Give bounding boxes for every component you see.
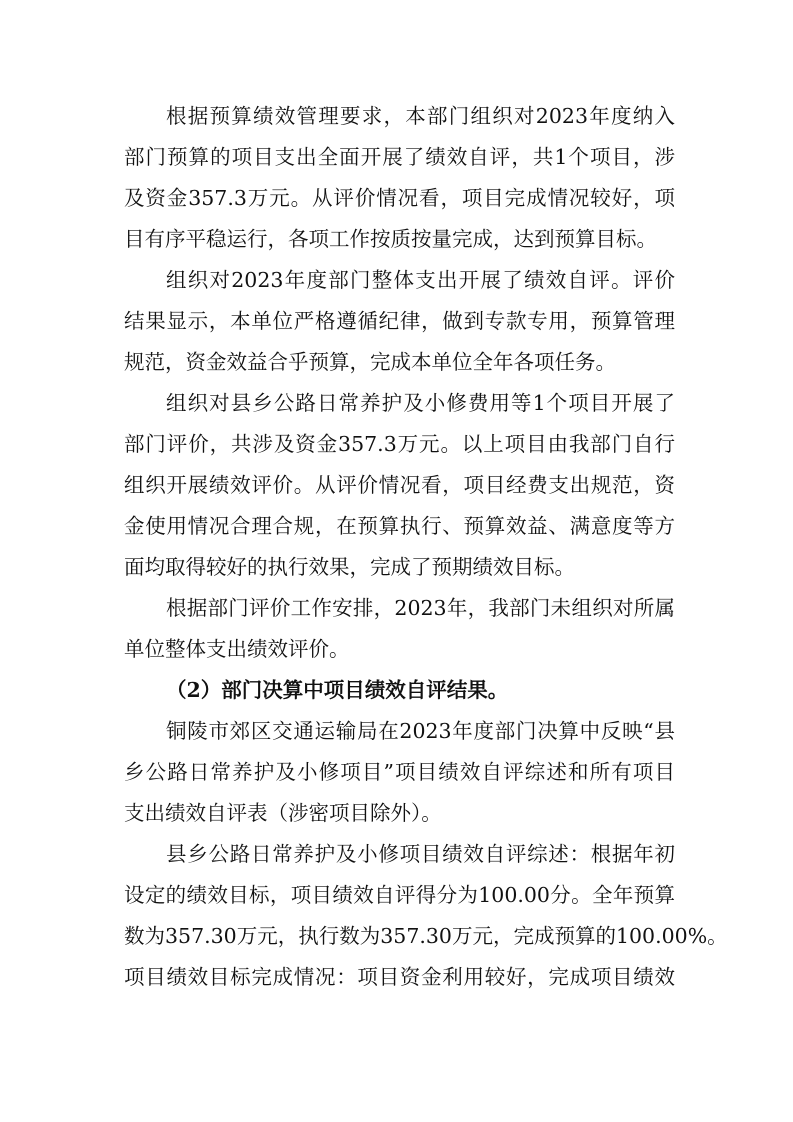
paragraph-3-line-3: 组织开展绩效评价。从评价情况看，项目经费支出规范，资 [124,473,675,497]
section-heading: （2）部门决算中项目绩效自评结果。 [166,678,509,702]
paragraph-6-line-3: 数为357.30万元，执行数为357.30万元，完成预算的100.00%。 [124,924,728,948]
paragraph-1-line-3: 及资金357.3万元。从评价情况看，项目完成情况较好，项 [124,186,675,210]
paragraph-3-line-4: 金使用情况合理合规，在预算执行、预算效益、满意度等方 [124,514,675,538]
paragraph-5-line-2: 乡公路日常养护及小修项目”项目绩效自评综述和所有项目 [124,760,675,784]
paragraph-4-line-1: 根据部门评价工作安排，2023年，我部门未组织对所属 [166,596,675,620]
paragraph-1-line-4: 目有序平稳运行，各项工作按质按量完成，达到预算目标。 [124,227,657,251]
paragraph-3-line-2: 部门评价，共涉及资金357.3万元。以上项目由我部门自行 [124,432,675,456]
paragraph-3-line-1: 组织对县乡公路日常养护及小修费用等1个项目开展了 [166,391,675,415]
paragraph-2-line-3: 规范，资金效益合乎预算，完成本单位全年各项任务。 [124,350,616,374]
paragraph-6-line-1: 县乡公路日常养护及小修项目绩效自评综述：根据年初 [166,842,675,866]
paragraph-6-line-2: 设定的绩效目标，项目绩效自评得分为100.00分。全年预算 [124,883,675,907]
paragraph-5-line-3: 支出绩效自评表（涉密项目除外）。 [124,801,442,825]
paragraph-1-line-1: 根据预算绩效管理要求，本部门组织对2023年度纳入 [166,104,675,128]
paragraph-5-line-1: 铜陵市郊区交通运输局在2023年度部门决算中反映“县 [166,719,675,743]
paragraph-4-line-2: 单位整体支出绩效评价。 [124,637,350,661]
paragraph-2-line-2: 结果显示，本单位严格遵循纪律，做到专款专用，预算管理 [124,309,675,333]
paragraph-3-line-5: 面均取得较好的执行效果，完成了预期绩效目标。 [124,555,575,579]
paragraph-1-line-2: 部门预算的项目支出全面开展了绩效自评，共1个项目，涉 [124,145,675,169]
paragraph-2-line-1: 组织对2023年度部门整体支出开展了绩效自评。评价 [166,268,675,292]
paragraph-6-line-4: 项目绩效目标完成情况：项目资金利用较好，完成项目绩效 [124,965,675,989]
